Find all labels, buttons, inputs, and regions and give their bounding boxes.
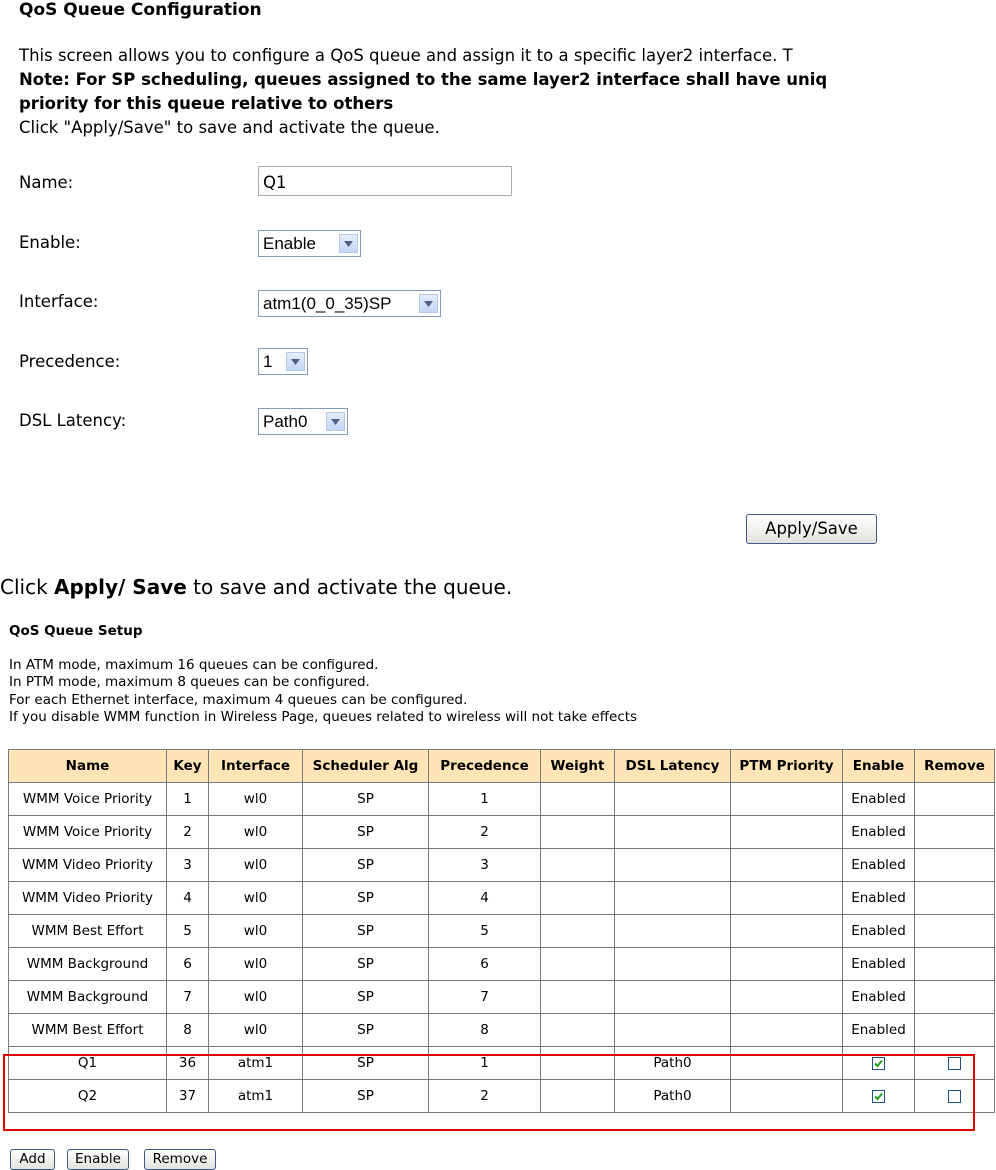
cell-name: WMM Video Priority	[9, 882, 167, 915]
cell-enable: Enabled	[843, 849, 915, 882]
cell-alg: SP	[303, 948, 429, 981]
cell-interface: wl0	[209, 1014, 303, 1047]
setup-line: For each Ethernet interface, maximum 4 queues can be configured.	[9, 691, 468, 708]
cell-interface: atm1	[209, 1080, 303, 1113]
col-header: Enable	[843, 750, 915, 783]
precedence-select-value: 1	[263, 351, 273, 371]
cell-interface: wl0	[209, 783, 303, 816]
cell-name: WMM Video Priority	[9, 849, 167, 882]
caption-bold: Apply/ Save	[54, 575, 187, 599]
chevron-down-icon[interactable]	[326, 412, 345, 431]
cell-name: Q1	[9, 1047, 167, 1080]
cell-alg: SP	[303, 1080, 429, 1113]
cell-interface: wl0	[209, 915, 303, 948]
cell-enable: Enabled	[843, 981, 915, 1014]
cell-weight	[541, 948, 615, 981]
name-input[interactable]: Q1	[258, 166, 512, 196]
col-header: Interface	[209, 750, 303, 783]
cell-precedence: 5	[429, 915, 541, 948]
cell-precedence: 1	[429, 783, 541, 816]
setup-line: In ATM mode, maximum 16 queues can be configured.	[9, 657, 379, 673]
cell-ptm	[731, 783, 843, 816]
table-row	[9, 882, 995, 915]
cell-remove	[915, 1014, 995, 1047]
cell-weight	[541, 1014, 615, 1047]
enable-label: Enable:	[19, 233, 81, 252]
cell-key: 8	[167, 1014, 209, 1047]
col-header: Precedence	[429, 750, 541, 783]
cell-alg: SP	[303, 816, 429, 849]
cell-name: WMM Voice Priority	[9, 783, 167, 816]
page-title: QoS Queue Configuration	[19, 0, 262, 20]
setup-line: In PTM mode, maximum 8 queues can be configured.	[9, 674, 370, 691]
cell-latency: Path0	[615, 1080, 731, 1113]
cell-remove	[915, 948, 995, 981]
caption-text	[0, 575, 512, 599]
cell-remove	[915, 816, 995, 849]
cell-latency	[615, 948, 731, 981]
cell-latency	[615, 816, 731, 849]
cell-remove	[915, 849, 995, 882]
cell-precedence: 4	[429, 882, 541, 915]
cell-key: 4	[167, 882, 209, 915]
table-header-row	[9, 750, 995, 783]
cell-ptm	[731, 1014, 843, 1047]
cell-enable: Enabled	[843, 915, 915, 948]
interface-label: Interface:	[19, 292, 99, 311]
cell-name: Q2	[9, 1080, 167, 1113]
cell-latency	[615, 915, 731, 948]
intro-text	[19, 44, 949, 140]
cell-remove	[915, 882, 995, 915]
col-header: Name	[9, 750, 167, 783]
apply-save-button[interactable]: Apply/Save	[746, 514, 877, 544]
enable-button[interactable]: Enable	[67, 1149, 129, 1170]
cell-alg: SP	[303, 882, 429, 915]
chevron-down-icon[interactable]	[286, 352, 305, 371]
cell-latency	[615, 849, 731, 882]
cell-name: WMM Best Effort	[9, 1014, 167, 1047]
table-row	[9, 981, 995, 1014]
cell-latency	[615, 783, 731, 816]
cell-remove	[915, 915, 995, 948]
cell-weight	[541, 882, 615, 915]
cell-latency: Path0	[615, 1047, 731, 1080]
col-header: Weight	[541, 750, 615, 783]
cell-interface: atm1	[209, 1047, 303, 1080]
intro-line: Click "Apply/Save" to save and activate the queue.	[19, 118, 440, 137]
note-line: priority for this queue relative to others	[19, 94, 394, 113]
cell-interface: wl0	[209, 816, 303, 849]
cell-weight	[541, 816, 615, 849]
cell-latency	[615, 1014, 731, 1047]
cell-weight	[541, 981, 615, 1014]
cell-ptm	[731, 981, 843, 1014]
col-header: DSL Latency	[615, 750, 731, 783]
cell-key: 36	[167, 1047, 209, 1080]
chevron-down-icon[interactable]	[339, 234, 358, 253]
intro-line: This screen allows you to configure a QoS queue and assign it to a specific layer2 interface. T	[19, 46, 793, 65]
setup-line: If you disable WMM function in Wireless Page, queues related to wireless will not take effects	[9, 708, 638, 725]
cell-enable: Enabled	[843, 816, 915, 849]
dsl-latency-label: DSL Latency:	[19, 411, 127, 430]
cell-alg: SP	[303, 981, 429, 1014]
remove-button[interactable]: Remove	[144, 1149, 216, 1170]
cell-alg: SP	[303, 1047, 429, 1080]
cell-interface: wl0	[209, 849, 303, 882]
highlight-box	[3, 1054, 975, 1131]
cell-enable: Enabled	[843, 783, 915, 816]
cell-interface: wl0	[209, 882, 303, 915]
col-header: PTM Priority	[731, 750, 843, 783]
dsl-latency-select-value: Path0	[263, 411, 308, 431]
enable-select-value: Enable	[263, 233, 316, 253]
table-row	[9, 849, 995, 882]
cell-precedence: 6	[429, 948, 541, 981]
cell-ptm	[731, 882, 843, 915]
table-row	[9, 948, 995, 981]
cell-ptm	[731, 849, 843, 882]
cell-ptm	[731, 816, 843, 849]
cell-name: WMM Voice Priority	[9, 816, 167, 849]
col-header: Scheduler Alg	[303, 750, 429, 783]
chevron-down-icon[interactable]	[419, 294, 438, 313]
enable-select[interactable]	[258, 230, 361, 257]
table-row	[9, 915, 995, 948]
cell-interface: wl0	[209, 948, 303, 981]
table-row	[9, 1014, 995, 1047]
name-label: Name:	[19, 173, 74, 192]
cell-enable: Enabled	[843, 948, 915, 981]
cell-key: 2	[167, 816, 209, 849]
cell-weight	[541, 915, 615, 948]
cell-alg: SP	[303, 1014, 429, 1047]
add-button[interactable]: Add	[10, 1149, 55, 1170]
cell-alg: SP	[303, 849, 429, 882]
cell-name: WMM Background	[9, 981, 167, 1014]
cell-precedence: 2	[429, 816, 541, 849]
cell-key: 3	[167, 849, 209, 882]
cell-interface: wl0	[209, 981, 303, 1014]
dsl-latency-select[interactable]	[258, 408, 348, 435]
table-row	[9, 816, 995, 849]
cell-precedence: 8	[429, 1014, 541, 1047]
cell-precedence: 7	[429, 981, 541, 1014]
cell-key: 7	[167, 981, 209, 1014]
col-header: Remove	[915, 750, 995, 783]
col-header: Key	[167, 750, 209, 783]
cell-ptm	[731, 915, 843, 948]
cell-enable: Enabled	[843, 1014, 915, 1047]
caption-prefix: Click	[0, 575, 55, 599]
setup-title: QoS Queue Setup	[9, 623, 143, 639]
table-row	[9, 783, 995, 816]
cell-enable: Enabled	[843, 882, 915, 915]
cell-alg: SP	[303, 915, 429, 948]
cell-key: 1	[167, 783, 209, 816]
cell-key: 6	[167, 948, 209, 981]
cell-name: WMM Best Effort	[9, 915, 167, 948]
cell-remove	[915, 783, 995, 816]
interface-select-value: atm1(0_0_35)SP	[263, 293, 392, 313]
precedence-select[interactable]	[258, 348, 308, 375]
note-line: Note: For SP scheduling, queues assigned to the same layer2 interface shall have uniq	[19, 70, 828, 89]
cell-name: WMM Background	[9, 948, 167, 981]
cell-precedence: 3	[429, 849, 541, 882]
caption-suffix: to save and activate the queue.	[186, 575, 513, 599]
cell-latency	[615, 981, 731, 1014]
cell-key: 37	[167, 1080, 209, 1113]
cell-precedence: 2	[429, 1080, 541, 1113]
precedence-label: Precedence:	[19, 352, 121, 371]
cell-remove	[915, 981, 995, 1014]
setup-description	[9, 657, 637, 726]
cell-alg: SP	[303, 783, 429, 816]
interface-select[interactable]	[258, 290, 441, 317]
cell-ptm	[731, 948, 843, 981]
cell-key: 5	[167, 915, 209, 948]
cell-weight	[541, 783, 615, 816]
cell-precedence: 1	[429, 1047, 541, 1080]
cell-latency	[615, 882, 731, 915]
cell-weight	[541, 849, 615, 882]
